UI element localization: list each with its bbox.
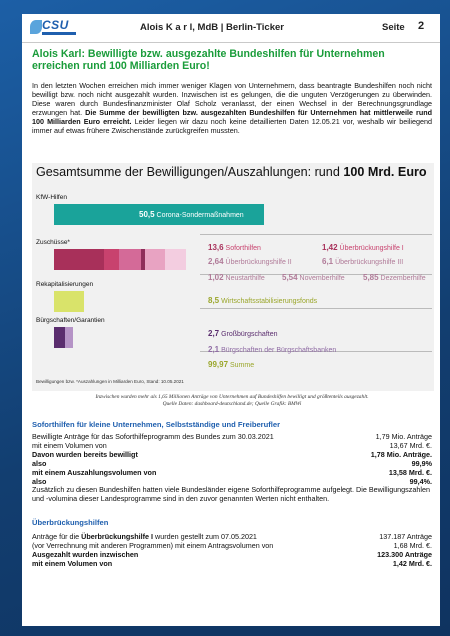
row-label: Bewilligte Anträge für das Soforthilfeprogramm des Bundes zum 30.03.2021 (32, 432, 274, 441)
row-label: (vor Verrechnung mit anderen Programmen) mit einem Antragsvolumen von (32, 541, 274, 550)
ueberbrueckung-row (32, 559, 432, 568)
row-value: 99,4%. (409, 477, 432, 486)
chart-separator (200, 234, 432, 235)
row-value: 99,9% (411, 459, 432, 468)
chart-footnote: Bewilligungen bzw. *Auszahlungen in Milliarden Euro, Stand: 10.05.2021 (36, 379, 184, 384)
bar-novemberhilfe (145, 249, 165, 270)
logo-text: CSU (42, 18, 69, 32)
bar-label-dezemberhilfe: 5,85 Dezemberhilfe (363, 273, 426, 282)
row-value: 123.300 Anträge (377, 550, 432, 559)
ueberbrueckung-row (32, 550, 432, 559)
chart-infographic (32, 163, 434, 391)
document-page (22, 14, 440, 626)
bar-label-neustarthilfe: 1,02 Neustarthilfe (208, 273, 265, 282)
bar-wirtschaftsstabilisierungsfonds (54, 291, 84, 312)
category-label-bürgschaften-garantien: Bürgschaften/Garantien (36, 317, 105, 324)
row-value: 13,67 Mrd. €. (389, 441, 432, 450)
row-label: Ausgezahlt wurden inzwischen (32, 550, 139, 559)
row-label: also (32, 477, 47, 486)
ueberbrueckung-row (32, 541, 432, 550)
bar-großbürgschaften (54, 327, 65, 348)
soforthilfen-row (32, 468, 432, 477)
section-soforthilfen-note: Zusätzlich zu diesen Bundeshilfen hatten viele Bundesländer eigene Soforthilfeprogramme aufgelegt. Die Bewilligungszahlen und -volumina dieser Landesprogramme sind in den zuvor genannten Werten nicht enthalten. (32, 485, 430, 503)
row-label: mit einem Auszahlungsvolumen von (32, 468, 157, 477)
row-label: mit einem Volumen von (32, 559, 113, 568)
bar-label-überbrückungshilfe-i: 1,42 Überbrückungshilfe I (322, 243, 404, 252)
row-label: mit einem Volumen von (32, 441, 107, 450)
intro-paragraph (32, 81, 432, 136)
row-value: 1,42 Mrd. €. (392, 559, 432, 568)
intro-bold-text: Die Summe der bewilligten bzw. ausgezahlten Bundeshilfen für Unternehmen hat mittlerweile rund 100 Milliarden Euro erreicht. (32, 108, 432, 127)
bar-label-überbrückungshilfe-ii: 2,64 Überbrückungshilfe II (208, 257, 292, 266)
bar-dezemberhilfe (165, 249, 186, 270)
chart-total: 99,97 Summe (208, 360, 255, 369)
row-label-bold: Überbrückungshilfe I (81, 532, 154, 541)
csu-logo (30, 18, 78, 38)
row-value: 13,58 Mrd. €. (388, 468, 432, 477)
category-label-zuschüsse: Zuschüsse* (36, 239, 70, 246)
category-label-rekapitalisierungen: Rekapitalisierungen (36, 281, 94, 288)
chart-title (36, 165, 427, 179)
row-value: 137.187 Anträge (379, 532, 432, 541)
bar-label-novemberhilfe: 5,54 Novemberhilfe (282, 273, 345, 282)
ueberbrueckung-row-antraege (32, 532, 432, 541)
chart-title-bold: 100 Mrd. Euro (343, 165, 427, 179)
intro-text: In den letzten Wochen erreichen mich immer weniger Klagen von Unternehmern, dass beantragte Bundeshilfen noch nicht bewilligt bzw. noch nicht ausgezahlt wurden. Inzwischen ist es gelungen, die die unguten Verzögerungen zu überwinden. Diese waren durch Bundesfinanzminister Olaf Scholz veranlasst, der einen Wechsel in der Berechnungsgrundlage erzwungen hat. (32, 81, 432, 118)
row-value: 1,79 Mio. Anträge (375, 432, 432, 441)
row-label-post: wurden gestellt zum 07.05.2021 (153, 532, 257, 541)
page-number: 2 (418, 20, 425, 32)
bar-überbrückungshilfe-iii (119, 249, 141, 270)
section-ueberbrueckung-title: Überbrückungshilfen (32, 518, 109, 527)
section-soforthilfen-title: Soforthilfen für kleine Unternehmen, Selbstständige und Freiberufler (32, 420, 281, 429)
row-label-pre: Anträge für die (32, 532, 82, 541)
header-title: Alois K a r l, MdB | Berlin-Ticker (140, 22, 284, 33)
chart-caption (32, 394, 432, 408)
page-header (22, 14, 440, 43)
bar-label-wirtschaftsstabilisierungsfonds: 8,5 Wirtschaftsstabilisierungsfonds (208, 296, 318, 305)
logo-bar (42, 32, 76, 35)
category-label-kfw-hilfen: KfW-Hilfen (36, 194, 67, 201)
bar-label-großbürgschaften: 2,7 Großbürgschaften (208, 329, 278, 338)
header-seite-label: Seite (382, 22, 405, 33)
soforthilfen-row (32, 450, 432, 459)
soforthilfen-row (32, 459, 432, 468)
bar-label-soforthilfen: 13,6 Soforthilfen (208, 243, 261, 252)
logo-swoosh-icon (30, 20, 42, 34)
bar-label-corona-sondermaßnahmen: 50,5 Corona-Sondermaßnahmen (139, 210, 244, 219)
article-headline: Alois Karl: Bewilligte bzw. ausgezahlte Bundeshilfen für Unternehmen erreichen rund 100 Milliarden Euro! (32, 48, 385, 72)
bar-bürgschaften-der-bürgschaftsbanken (65, 327, 73, 348)
row-value: 1,78 Mio. Anträge. (370, 450, 432, 459)
bar-überbrückungshilfe-ii (109, 249, 119, 270)
chart-separator (200, 308, 432, 309)
caption-line-1: Inzwischen wurden mehr als 1,65 Millionen Anträge von Unternehmen auf Bundeshilfen bewilligt und größtenteils ausgezahlt. (95, 394, 369, 400)
chart-title-text: Gesamtsumme der Bewilligungen/Auszahlungen: rund (36, 165, 344, 179)
soforthilfen-row (32, 441, 432, 450)
caption-source: Quelle Daten: dashboard-deutschland.de; Quelle Grafik: BMWi (162, 401, 302, 407)
bar-label-bürgschaften-der-bürgschaftsbanken: 2,1 Bürgschaften der Bürgschaftsbanken (208, 345, 337, 354)
row-value: 1,68 Mrd. €. (393, 541, 432, 550)
bar-soforthilfen (54, 249, 104, 270)
row-label: Davon wurden bereits bewilligt (32, 450, 138, 459)
bar-label-überbrückungshilfe-iii: 6,1 Überbrückungshilfe III (322, 257, 404, 266)
row-label: also (32, 459, 47, 468)
soforthilfen-row (32, 432, 432, 441)
intro-text-end: Leider liegen wir dazu noch keine detaillierten Daten 12.05.21 vor, weshalb wir beiliegend immer auf etwas frühere Zwischenstände zurückgreifen mussten. (32, 117, 432, 136)
